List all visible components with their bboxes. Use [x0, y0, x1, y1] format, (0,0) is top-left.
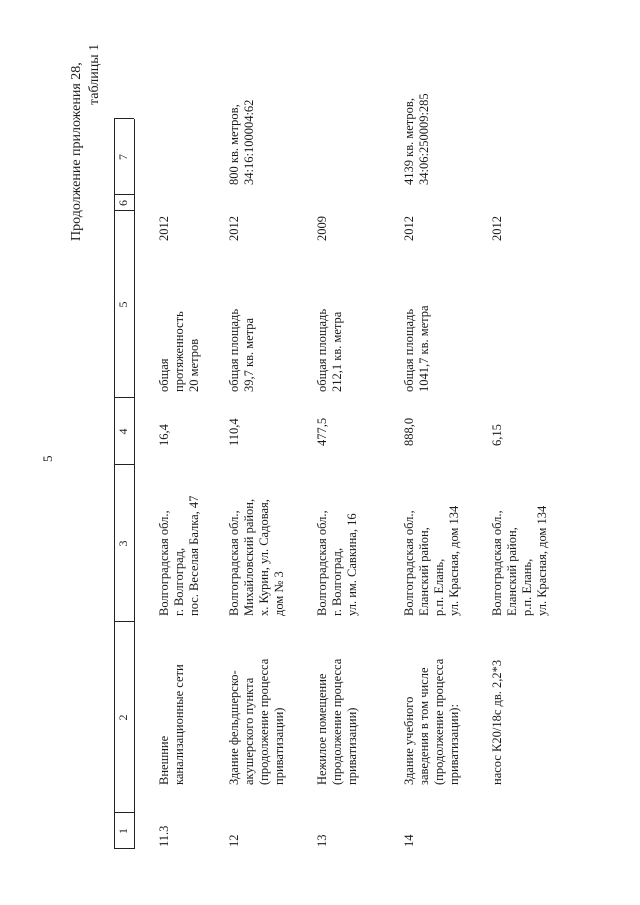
item-area: 20 метров — [187, 338, 201, 392]
item-year: 2012 — [227, 216, 241, 241]
item-name: (продолжение процесса — [257, 658, 271, 785]
item-name: акушерского пункта — [242, 677, 256, 785]
item-name: канализационные сети — [172, 664, 186, 785]
item-name: приватизации) — [272, 707, 286, 785]
item-address: ул. им. Савкина, 16 — [345, 513, 359, 616]
item-extra: 34:16:100004:62 — [242, 99, 256, 185]
item-name: (продолжение процесса — [432, 658, 446, 785]
item-address: Волгоградская обл., — [402, 510, 416, 616]
item-value: 477,5 — [315, 417, 329, 446]
header-row-divider — [134, 119, 135, 849]
item-extra: 800 кв. метров, — [227, 104, 241, 185]
row-number: 13 — [315, 834, 329, 847]
item-address: Еланский район, — [417, 527, 431, 616]
item-address: р.п. Елань, — [432, 558, 446, 616]
col-header: 5 — [116, 301, 130, 308]
item-name: Здание фельдшерско- — [227, 670, 241, 785]
item-name: (продолжение процесса — [330, 658, 344, 785]
item-address: г. Волгоград, — [172, 547, 186, 616]
item-extra: 4139 кв. метров, — [402, 98, 416, 185]
item-address: дом № 3 — [272, 571, 286, 616]
item-name: Внешние — [157, 735, 171, 785]
item-value: 888,0 — [402, 417, 416, 446]
item-name: Нежилое помещение — [315, 673, 329, 785]
col-header: 6 — [116, 200, 130, 206]
item-year: 2012 — [490, 216, 504, 241]
item-extra: 34:06:250009:285 — [417, 93, 431, 185]
item-area: протяженность — [172, 311, 186, 392]
item-value: 6,15 — [490, 424, 504, 446]
row-number: 14 — [402, 834, 416, 847]
continuation-line-1: Продолжение приложения 28, — [69, 62, 84, 241]
continuation-line-2: таблицы 1 — [87, 43, 102, 105]
page-number: 5 — [40, 455, 55, 462]
item-address: г. Волгоград, — [330, 547, 344, 616]
table-border-top — [114, 119, 115, 849]
col-header: 4 — [116, 428, 130, 435]
item-value: 110,4 — [227, 418, 241, 446]
item-address: Михайловский район, — [242, 498, 256, 616]
item-area: 39,7 кв. метра — [242, 317, 256, 392]
item-value: 16,4 — [157, 424, 171, 446]
item-address: ул. Красная, дом 134 — [535, 505, 549, 616]
item-address: Волгоградская обл., — [157, 510, 171, 616]
item-area: общая площадь — [402, 308, 416, 392]
item-year: 2009 — [315, 216, 329, 241]
col-header: 1 — [116, 828, 130, 834]
row-number: 11.3 — [157, 825, 171, 847]
item-year: 2012 — [402, 216, 416, 241]
item-address: Волгоградская обл., — [490, 510, 504, 616]
row-number: 12 — [227, 834, 241, 847]
item-address: Волгоградская обл., — [227, 510, 241, 616]
col-header: 3 — [116, 540, 130, 547]
item-year: 2012 — [157, 216, 171, 241]
col-header: 7 — [116, 154, 130, 160]
item-address: ул. Красная, дом 134 — [447, 505, 461, 616]
item-name: насос К20/18с дв. 2,2*3 — [490, 659, 504, 785]
item-address: пос. Веселая Балка, 47 — [187, 495, 201, 616]
item-address: х. Курин, ул. Садовая, — [257, 499, 271, 616]
item-area: общая площадь — [227, 308, 241, 392]
item-name: Здание учебного — [402, 696, 416, 785]
item-area: общая площадь — [315, 308, 329, 392]
item-address: Волгоградская обл., — [315, 510, 329, 616]
item-name: заведения в том числе — [417, 667, 431, 785]
col-header: 2 — [116, 714, 130, 721]
item-address: р.п. Елань, — [520, 558, 534, 616]
item-name: приватизации) — [345, 707, 359, 785]
item-area: 1041,7 кв. метра — [417, 305, 431, 392]
item-area: общая — [157, 358, 171, 392]
item-address: Еланский район, — [505, 527, 519, 616]
item-name: приватизации): — [447, 704, 461, 785]
item-area: 212,1 кв. метра — [330, 311, 344, 392]
